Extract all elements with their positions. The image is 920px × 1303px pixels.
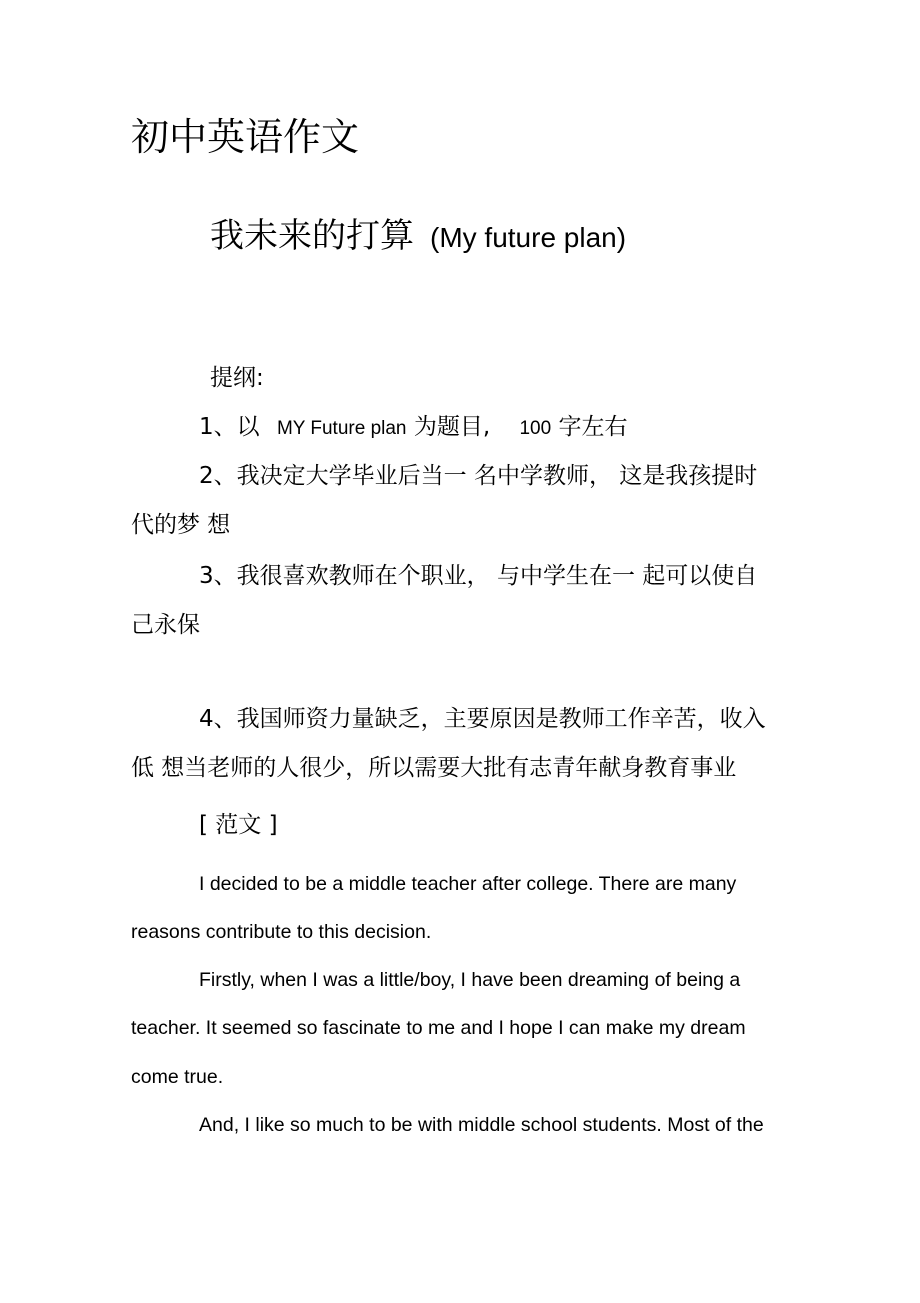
essay-line: Firstly, when I was a little/boy, I have been dreaming of being a [199,969,741,991]
essay-line: And, I like so much to be with middle school students. Most of the [199,1114,764,1136]
outline-item-4-line-1: 4、我国师资力量缺乏，主要原因是教师工作辛苦，收入 [199,706,766,732]
outline-item-2-line-1: 2、我决定大学毕业后当一 名中学教师， 这是我孩提时 [199,463,758,489]
outline-item-4-line-2: 低 想当老师的人很少，所以需要大批有志青年献身教育事业 [131,755,737,781]
outline-item-1-number: 1、以 [199,414,260,440]
outline-item-1-topic: MY Future plan [276,418,407,439]
document-heading: 初中英语作文 [131,115,360,159]
outline-item-3-line-1: 3、我很喜欢教师在个职业， 与中学生在一 起可以使自 [199,563,758,589]
subtitle-chinese: 我未来的打算 [210,216,414,256]
outline-item-1 [199,416,627,439]
essay-line: come true. [131,1066,224,1088]
subtitle-english: (My future plan) [430,222,627,253]
outline-item-1-end: 字左右 [558,414,628,440]
essay-line: I decided to be a middle teacher after college. There are many [199,873,737,895]
outline-item-2-line-2: 代的梦 想 [131,512,231,538]
essay-line: reasons contribute to this decision. [131,921,432,943]
outline-item-1-count: 100 [519,418,552,439]
outline-item-1-text: 为题目, [413,414,491,440]
outline-item-3-line-2: 己永保 [131,612,200,638]
sample-essay-label: [ 范文 ] [199,812,278,838]
outline-label: 提纲: [210,365,264,391]
document-subtitle [210,216,627,256]
essay-line: teacher. It seemed so fascinate to me and I hope I can make my dream [131,1017,746,1039]
